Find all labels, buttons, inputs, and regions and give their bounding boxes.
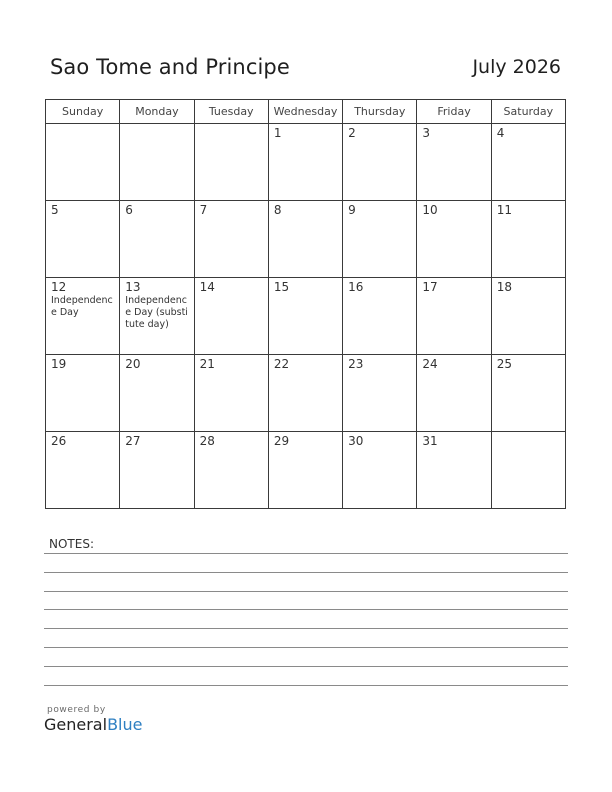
holiday-label — [46, 448, 119, 449]
holiday-label — [343, 217, 416, 218]
day-cell — [194, 124, 268, 201]
weekday-friday: Friday — [417, 100, 491, 124]
brand-blue: Blue — [107, 715, 143, 734]
day-number: 21 — [199, 357, 215, 371]
day-cell — [46, 355, 120, 432]
holiday-label — [269, 140, 342, 141]
day-number: 16 — [348, 280, 364, 294]
weekday-wednesday: Wednesday — [268, 100, 342, 124]
holiday-label — [417, 448, 490, 449]
day-cell — [268, 355, 342, 432]
day-cell — [46, 432, 120, 509]
notes-line — [44, 553, 568, 554]
notes-line — [44, 628, 568, 629]
day-cell — [268, 124, 342, 201]
notes-line — [44, 591, 568, 592]
holiday-label — [269, 371, 342, 372]
powered-by-text: powered by — [47, 705, 106, 715]
day-number: 5 — [51, 203, 59, 217]
holiday-label — [120, 448, 193, 449]
day-number: 30 — [348, 434, 364, 448]
week-row — [46, 124, 566, 201]
week-row — [46, 355, 566, 432]
day-number: 1 — [273, 126, 282, 140]
weekday-monday: Monday — [120, 100, 194, 124]
holiday-label — [195, 127, 268, 128]
day-number: 18 — [496, 280, 512, 294]
day-number: 3 — [422, 126, 431, 140]
day-cell — [120, 355, 194, 432]
holiday-label — [46, 217, 119, 218]
holiday-label — [195, 448, 268, 449]
day-cell — [343, 432, 417, 509]
day-number: 11 — [496, 203, 512, 217]
day-number: 22 — [273, 357, 290, 371]
day-cell — [194, 278, 268, 355]
day-number: 27 — [125, 434, 141, 448]
day-number: 15 — [273, 280, 290, 294]
notes-line — [44, 685, 568, 686]
holiday-label — [269, 294, 342, 295]
day-number: 25 — [496, 357, 512, 371]
day-cell — [120, 124, 194, 201]
weekday-tuesday: Tuesday — [194, 100, 268, 124]
holiday-label — [343, 294, 416, 295]
weekday-sunday: Sunday — [46, 100, 120, 124]
day-cell — [491, 201, 565, 278]
notes-line — [44, 666, 568, 667]
notes-line — [44, 572, 568, 573]
day-cell — [120, 201, 194, 278]
day-number: 8 — [273, 203, 282, 217]
day-number: 17 — [422, 280, 438, 294]
day-cell — [491, 278, 565, 355]
notes-lines — [44, 553, 568, 703]
day-cell — [417, 278, 491, 355]
holiday-label — [343, 448, 416, 449]
weekday-header-row — [46, 100, 566, 124]
day-cell — [491, 355, 565, 432]
day-cell — [417, 124, 491, 201]
day-cell — [417, 432, 491, 509]
day-number: 10 — [422, 203, 438, 217]
notes-line — [44, 609, 568, 610]
holiday-label — [343, 371, 416, 372]
holiday-label — [417, 140, 490, 141]
day-cell — [46, 124, 120, 201]
day-number: 2 — [348, 126, 356, 140]
day-number: 31 — [422, 434, 438, 448]
day-cell — [46, 201, 120, 278]
day-number: 13 — [125, 280, 141, 294]
holiday-label — [492, 217, 565, 218]
holiday-label — [195, 217, 268, 218]
day-number: 7 — [199, 203, 208, 217]
day-cell — [343, 278, 417, 355]
day-number: 12 — [51, 280, 67, 294]
day-cell — [343, 355, 417, 432]
holiday-label — [120, 127, 193, 128]
day-cell — [343, 201, 417, 278]
notes-label: NOTES: — [49, 537, 94, 551]
weekday-saturday: Saturday — [491, 100, 565, 124]
notes-line — [44, 647, 568, 648]
day-cell — [268, 278, 342, 355]
calendar-month-title: July 2026 — [472, 56, 561, 78]
brand-general: General — [44, 715, 108, 734]
weekday-thursday: Thursday — [343, 100, 417, 124]
holiday-label — [46, 371, 119, 372]
holiday-label: Independence Day (substitute day) — [125, 295, 188, 330]
day-cell — [268, 432, 342, 509]
holiday-label — [269, 448, 342, 449]
holiday-label — [269, 217, 342, 218]
week-row — [46, 432, 566, 509]
holiday-label — [46, 127, 119, 128]
week-row — [46, 201, 566, 278]
holiday-label — [492, 140, 565, 141]
day-number: 28 — [199, 434, 215, 448]
day-cell — [194, 432, 268, 509]
day-cell — [120, 278, 194, 355]
day-number: 14 — [199, 280, 215, 294]
holiday-label — [492, 371, 565, 372]
holiday-label — [343, 140, 416, 141]
holiday-label — [195, 371, 268, 372]
day-number: 4 — [496, 126, 505, 140]
holiday-label — [417, 371, 490, 372]
week-row — [46, 278, 566, 355]
day-cell — [268, 201, 342, 278]
holiday-label — [120, 217, 193, 218]
holiday-label — [195, 294, 268, 295]
holiday-label — [492, 294, 565, 295]
holiday-label: Independence Day — [51, 295, 113, 318]
day-number: 29 — [273, 434, 290, 448]
day-cell — [417, 201, 491, 278]
holiday-label — [120, 371, 193, 372]
day-number: 19 — [51, 357, 67, 371]
day-number: 6 — [125, 203, 133, 217]
day-cell — [46, 278, 120, 355]
day-number: 26 — [51, 434, 67, 448]
day-number: 24 — [422, 357, 438, 371]
holiday-label — [492, 435, 565, 436]
day-cell — [491, 432, 565, 509]
day-cell — [417, 355, 491, 432]
holiday-label — [417, 294, 490, 295]
brand-wordmark — [44, 715, 142, 734]
calendar-grid — [45, 99, 566, 509]
day-cell — [491, 124, 565, 201]
day-cell — [343, 124, 417, 201]
day-cell — [194, 201, 268, 278]
generalblue-logo[interactable] — [44, 705, 142, 734]
day-number: 23 — [348, 357, 364, 371]
calendar-country-title: Sao Tome and Principe — [50, 55, 290, 79]
day-number: 9 — [348, 203, 356, 217]
day-cell — [120, 432, 194, 509]
day-cell — [194, 355, 268, 432]
day-number: 20 — [125, 357, 141, 371]
holiday-label — [417, 217, 490, 218]
